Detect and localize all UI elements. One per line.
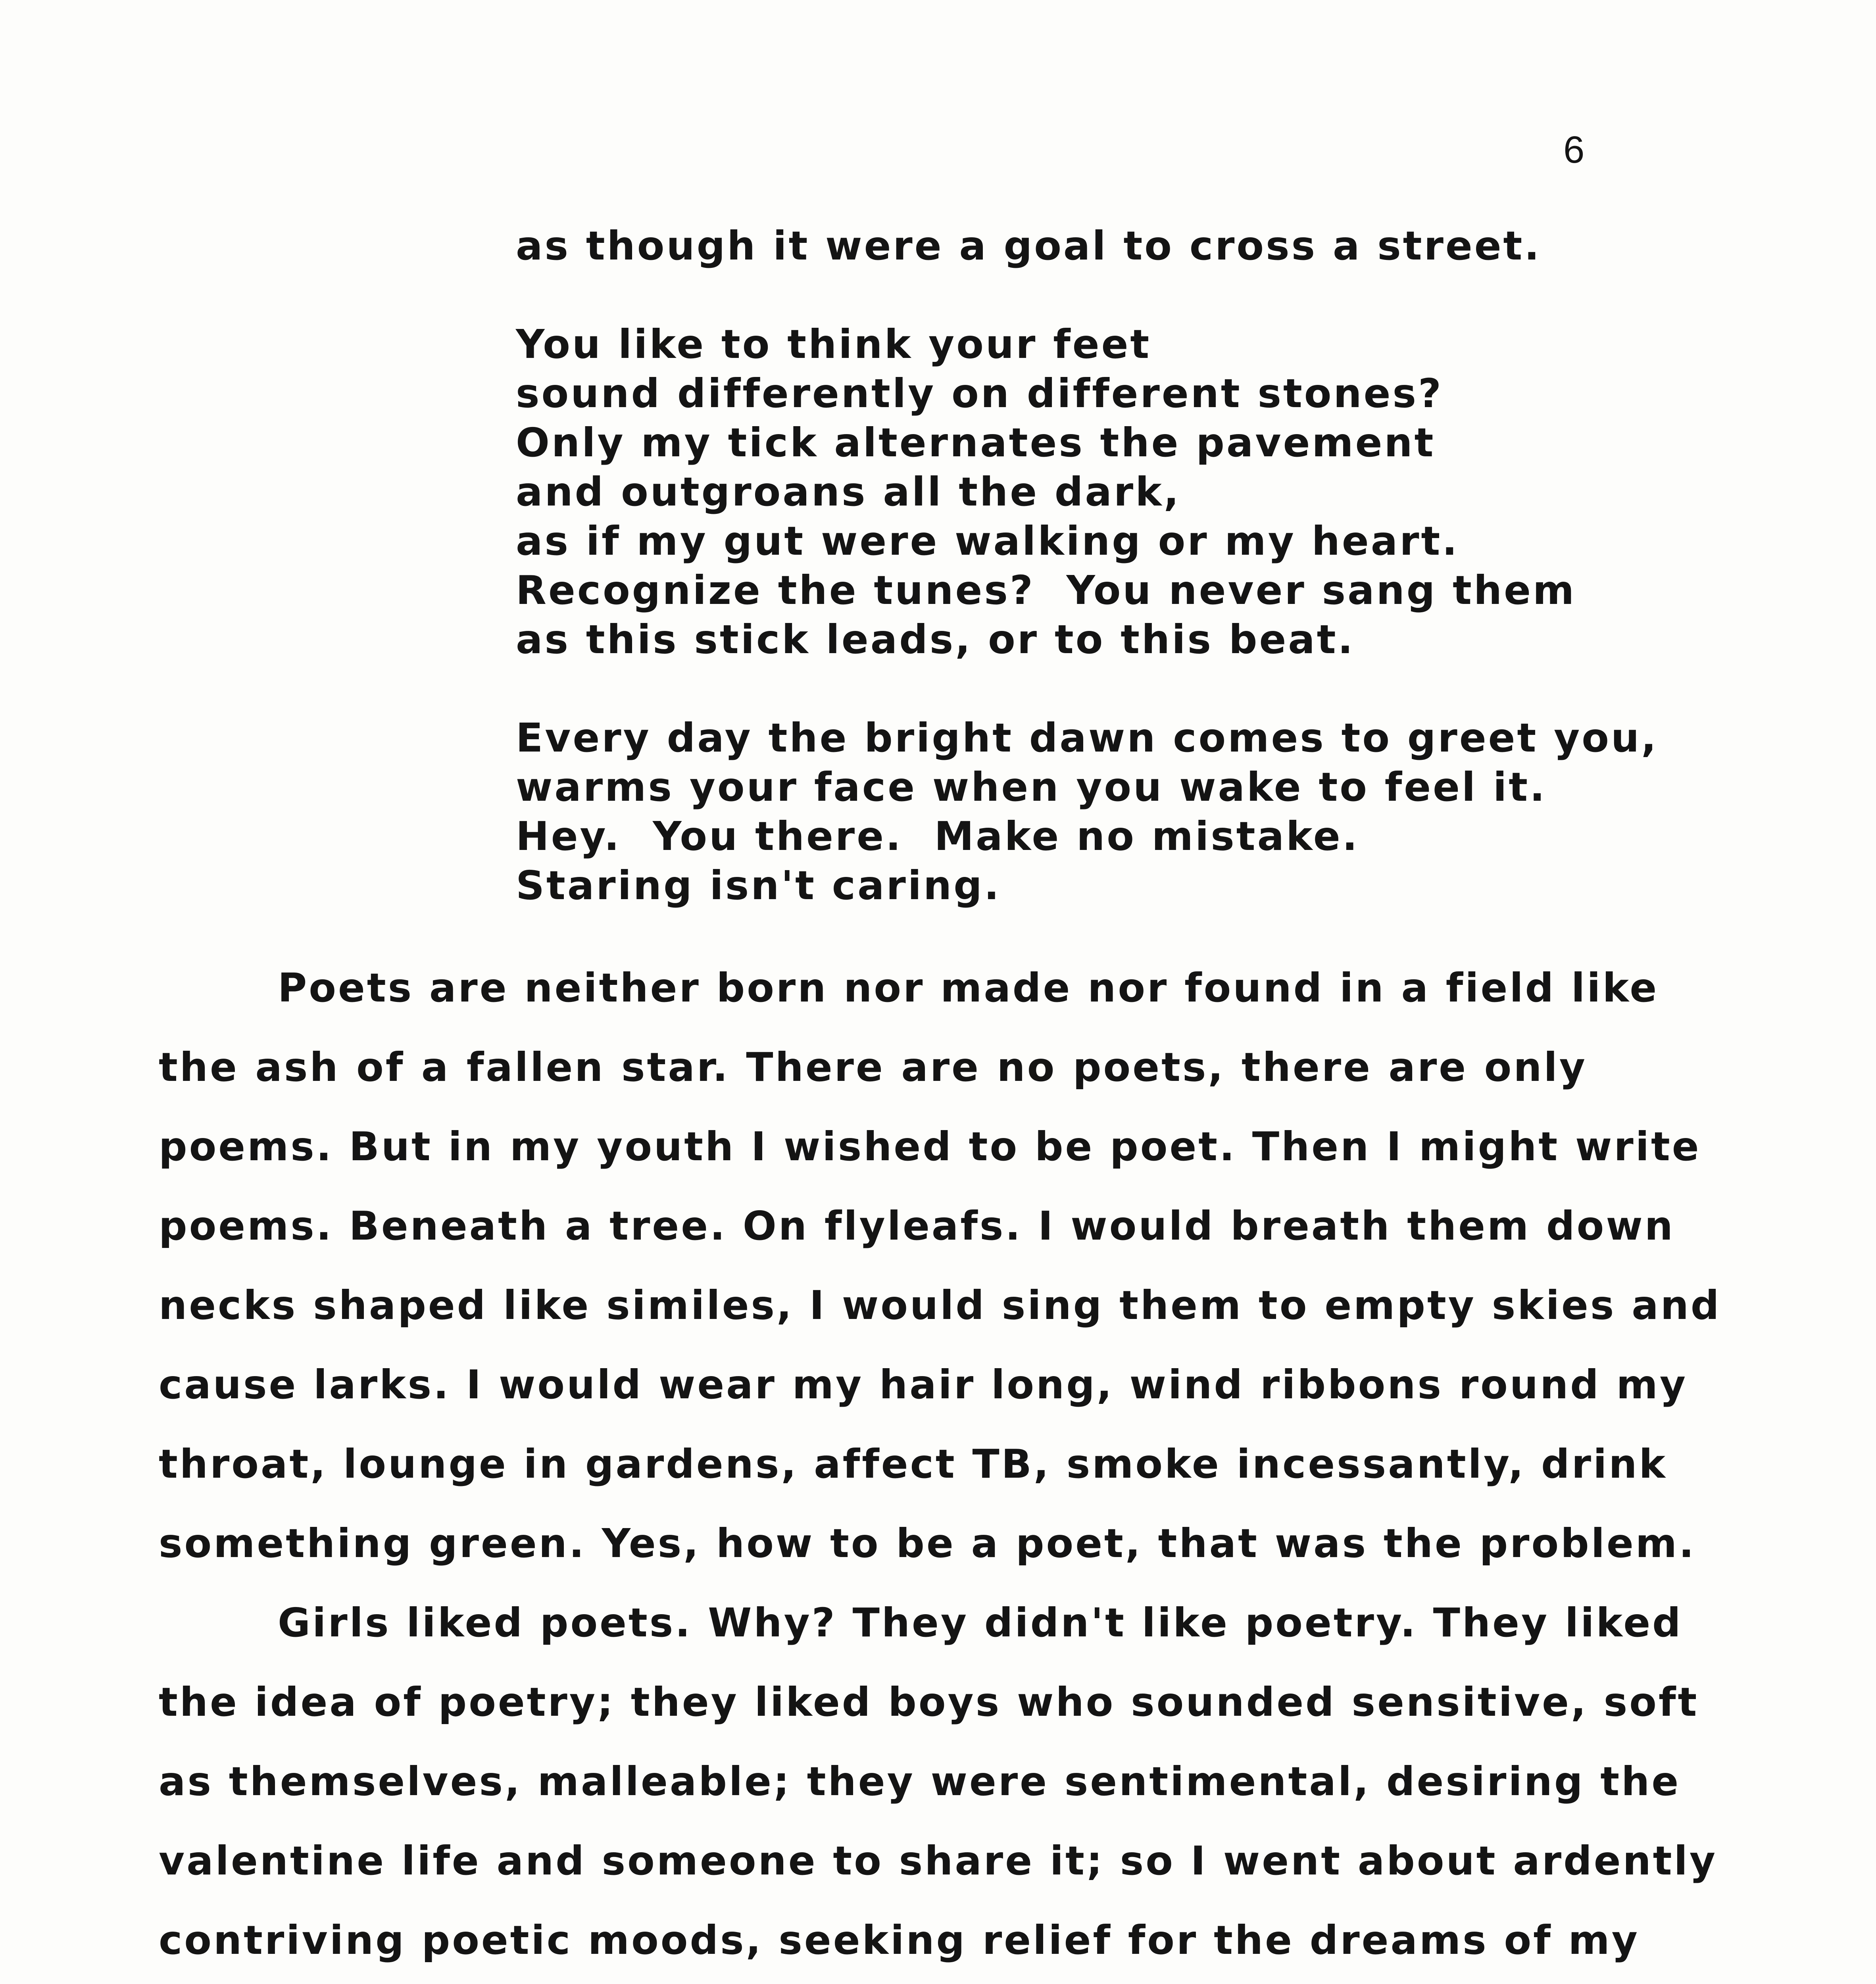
stanza-break <box>516 271 1706 320</box>
prose-line: Poets are neither born nor made nor found in a field like <box>278 965 1659 1011</box>
stanza-break <box>516 664 1706 713</box>
prose-line: poems. But in my youth I wished to be poet. Then I might write <box>159 1123 1701 1170</box>
prose-line <box>159 1980 1587 1984</box>
prose-line: something green. Yes, how to be a poet, that was the problem. <box>159 1520 1696 1567</box>
poem-line: sound differently on different stones? <box>516 370 1444 417</box>
poem-line: You like to think your feet <box>516 321 1151 367</box>
poem-line: as if my gut were walking or my heart. <box>516 518 1459 564</box>
prose-line: Girls liked poets. Why? They didn't like poetry. They liked <box>278 1600 1683 1646</box>
prose-line: contriving poetic moods, seeking relief for the dreams of my <box>159 1917 1640 1963</box>
page-number: 6 <box>1563 129 1585 171</box>
poem-line: Recognize the tunes? You never sang them <box>516 567 1576 613</box>
prose-line: the idea of poetry; they liked boys who sounded sensitive, soft <box>159 1679 1699 1725</box>
poem-line: Every day the bright dawn comes to greet you, <box>516 715 1659 761</box>
prose-line: cause larks. I would wear my hair long, wind ribbons round my <box>159 1361 1688 1408</box>
poem-line: as though it were a goal to cross a street. <box>516 223 1542 269</box>
prose-line: necks shaped like similes, I would sing them to empty skies and <box>159 1282 1721 1328</box>
prose-line: throat, lounge in gardens, affect TB, smoke incessantly, drink <box>159 1441 1668 1487</box>
poem-line: and outgroans all the dark, <box>516 469 1181 515</box>
poem-line: as this stick leads, or to this beat. <box>516 616 1355 663</box>
poem-line: Only my tick alternates the pavement <box>516 419 1436 466</box>
poem-block <box>516 221 1706 910</box>
prose-line: as themselves, malleable; they were sentimental, desiring the <box>159 1758 1681 1805</box>
prose-line: valentine life and someone to share it; so I went about ardently <box>159 1838 1718 1884</box>
prose-line: poems. Beneath a tree. On flyleafs. I would breath them down <box>159 1203 1675 1249</box>
poem-line: Staring isn't caring. <box>516 862 1001 909</box>
prose-block <box>159 948 1721 1984</box>
poem-line: warms your face when you wake to feel it. <box>516 764 1547 810</box>
poem-line: Hey. You there. Make no mistake. <box>516 813 1359 859</box>
prose-line: the ash of a fallen star. There are no poets, there are only <box>159 1044 1587 1090</box>
